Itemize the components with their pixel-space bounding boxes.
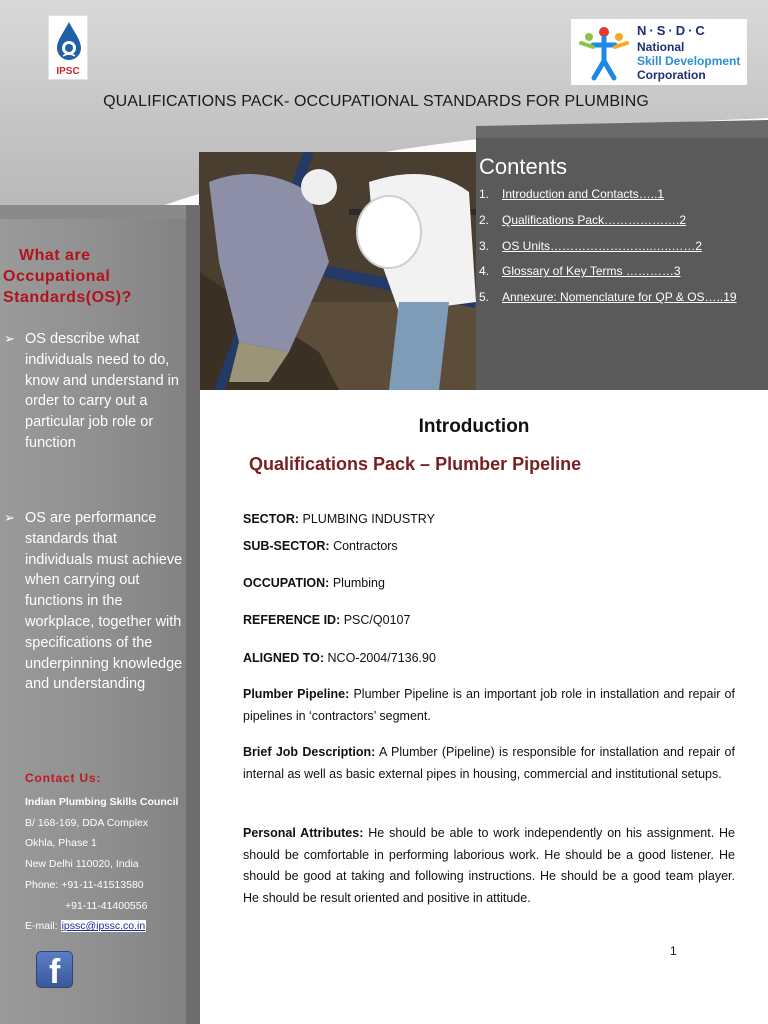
os-bullet-2 [4,508,186,695]
paragraph-label: Personal Attributes: [243,826,364,840]
toc-item[interactable] [479,213,737,239]
arrow-bullet-icon: ➢ [4,510,15,525]
nsdc-line-1: National [637,40,685,54]
arrow-bullet-icon: ➢ [4,331,15,346]
os-bullet-text: OS describe what individuals need to do, know and understand in order to carry out a particular job role or function [25,331,179,451]
contact-phone-2: +91-11-41400556 [65,899,148,912]
facebook-icon[interactable]: f [36,951,73,988]
nsdc-logo [571,19,747,85]
nsdc-line-2: Skill Development [637,54,741,68]
contact-email-row [25,916,178,937]
paragraph-brief-job-description [243,742,735,785]
paragraph-text: Plumber Pipeline is an important job role in installation and repair of pipelines in ‘contractors’ segment. [243,687,735,723]
os-heading-line-3: Standards(OS)? [3,289,132,306]
contact-org: Indian Plumbing Skills Council [25,796,179,808]
paragraph-plumber-pipeline [243,684,735,727]
field-aligned-to [243,651,436,665]
ipsc-logo [48,15,88,80]
paragraph-label: Brief Job Description: [243,745,376,759]
toc-number: 2. [479,212,490,227]
contact-email-link[interactable]: ipssc@ipssc.co.in [61,920,146,933]
field-value: Contractors [333,539,398,553]
toc-number: 5. [479,290,490,305]
ipsc-logo-text: IPSC [56,66,80,77]
field-label: REFERENCE ID: [243,613,341,627]
toc-item[interactable] [479,264,737,290]
contact-email-label: E-mail: [25,920,58,933]
os-bullet-text: OS are performance standards that individuals must achieve when carrying out functions in the workplace, together with specifications of the underpinning knowledge and understanding [25,510,183,693]
field-label: ALIGNED TO: [243,651,325,665]
nsdc-figure-icon [575,23,633,81]
page-number: 1 [670,944,677,958]
toc-link-glossary[interactable]: Glossary of Key Terms …………3 [502,264,681,279]
nsdc-line-3: Corporation [637,68,706,82]
contact-address-3: New Delhi 110020, India [25,858,139,871]
field-value: PSC/Q0107 [343,613,411,627]
paragraph-text: He should be able to work independently on his assignment. He should be comfortable in performing laborious work. He should be a good listener. He should be good at taking and following instructions. He should be a good team player. He should be result oriented and positive in attitude. [243,826,735,905]
toc-item[interactable] [479,187,737,213]
sidebar-edge [186,205,200,1024]
toc-number: 1. [479,187,490,201]
toc-link-introduction[interactable]: Introduction and Contacts…..1 [502,187,665,201]
qualifications-pack-heading: Qualifications Pack – Plumber Pipeline [249,454,582,474]
toc-link-qualifications-pack[interactable]: Qualifications Pack……………….2 [502,212,687,227]
nsdc-abbr: N·S·D·C [637,23,708,38]
contact-address-1: B/ 168-169, DDA Complex [25,816,149,829]
contact-heading: Contact Us: [25,771,102,785]
toc-number: 4. [479,264,490,279]
field-reference-id [243,613,410,627]
toc-number: 3. [479,238,490,253]
field-label: SECTOR: [243,512,300,526]
field-value: NCO-2004/7136.90 [327,651,436,665]
contact-address-2: Okhla, Phase 1 [25,837,97,850]
os-bullet-1 [4,329,186,454]
toc-link-os-units[interactable]: OS Units……………………..…..……2 [502,238,703,253]
paragraph-label: Plumber Pipeline: [243,687,350,701]
document-title: QUALIFICATIONS PACK- OCCUPATIONAL STANDARDS FOR PLUMBING [103,93,649,110]
paragraph-text: A Plumber (Pipeline) is responsible for installation and repair of internal as well as basic external pipes in housing, commercial and institutional setups. [243,745,735,781]
os-heading-line-1: What are [19,247,91,264]
introduction-heading: Introduction [418,416,530,437]
toc-item[interactable] [479,290,737,316]
field-label: SUB-SECTOR: [243,539,330,553]
field-sub-sector [243,539,398,553]
contents-title: Contents [479,154,568,179]
field-value: Plumbing [332,576,385,590]
field-value: PLUMBING INDUSTRY [302,512,435,526]
field-occupation [243,576,385,590]
contact-phone-1: Phone: +91-11-41513580 [25,878,144,891]
paragraph-personal-attributes [243,823,735,909]
contact-block [25,792,178,937]
toc-item[interactable] [479,239,737,265]
workers-photo [199,152,476,390]
contents-list [479,187,737,316]
toc-link-annexure[interactable]: Annexure: Nomenclature for QP & OS…..19 [502,290,737,305]
field-label: OCCUPATION: [243,576,330,590]
os-heading-line-2: Occupational [3,268,111,285]
os-heading [3,245,183,308]
field-sector [243,512,435,526]
